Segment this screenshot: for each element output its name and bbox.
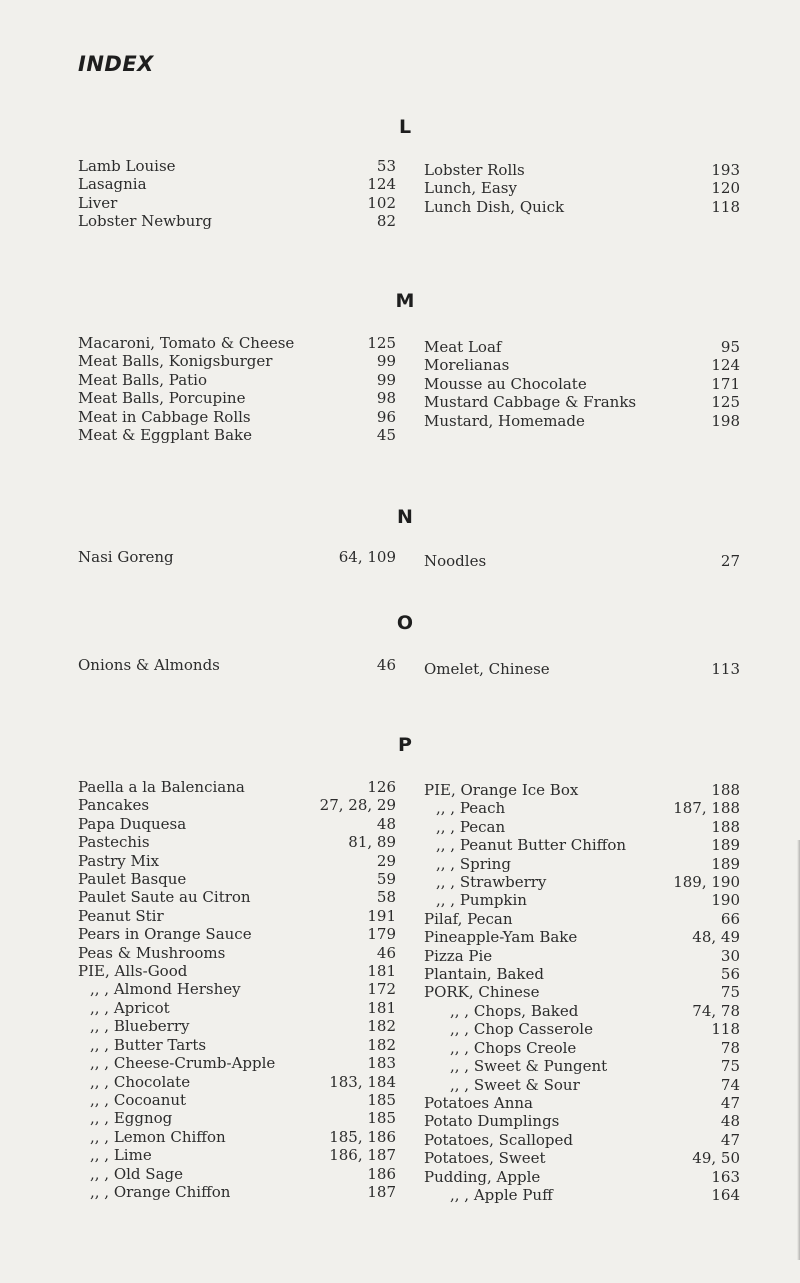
section-letter-m: M — [395, 290, 415, 312]
section-m-right-column — [424, 338, 740, 430]
entry-page: 53 — [376, 157, 396, 175]
index-entry — [78, 833, 396, 851]
entry-name: Nasi Goreng — [78, 548, 174, 566]
entry-name: ,, , Sweet & Sour — [450, 1075, 580, 1094]
entry-name: ,, , Almond Hershey — [90, 980, 241, 999]
section-m-left-column — [78, 334, 396, 444]
entry-page: 47 — [720, 1130, 740, 1149]
index-entry — [424, 552, 740, 570]
entry-name: Onions & Almonds — [78, 656, 220, 674]
entry-name: ,, , Apple Puff — [450, 1185, 553, 1204]
entry-page: 189 — [711, 854, 740, 873]
entry-page: 190 — [711, 891, 740, 910]
section-letter-p: P — [398, 734, 412, 756]
entry-page: 189 — [711, 836, 740, 855]
entry-page: 172 — [367, 980, 396, 999]
entry-page: 120 — [711, 179, 740, 198]
entry-page: 125 — [711, 393, 740, 412]
index-entry — [424, 375, 740, 393]
section-letter-o: O — [396, 612, 414, 634]
entry-page: 163 — [711, 1167, 740, 1186]
entry-name: ,, , Orange Chiffon — [90, 1182, 231, 1201]
entry-name: Meat Loaf — [424, 338, 502, 356]
entry-name: ,, , Pumpkin — [436, 891, 527, 910]
entry-name: ,, , Chops Creole — [450, 1038, 577, 1057]
index-entry — [424, 1020, 740, 1038]
index-entry — [424, 660, 740, 678]
entry-page: 187 — [367, 1182, 396, 1201]
entry-name: ,, , Cocoanut — [90, 1090, 187, 1109]
index-entry — [78, 870, 396, 888]
entry-name: Paella a la Balenciana — [78, 778, 245, 796]
entry-page: 118 — [711, 197, 740, 216]
index-entry — [424, 836, 740, 854]
entry-page: 183 — [367, 1054, 396, 1073]
entry-name: Macaroni, Tomato & Cheese — [78, 334, 295, 352]
index-entry — [78, 1036, 396, 1054]
entry-page: 191 — [367, 906, 396, 925]
entry-page: 27, 28, 29 — [319, 796, 396, 815]
entry-name: PIE, Orange Ice Box — [424, 781, 579, 799]
index-entry — [78, 1165, 396, 1183]
index-entry — [424, 855, 740, 873]
section-o-right-column — [424, 660, 740, 678]
index-entry — [424, 356, 740, 374]
index-entry — [78, 408, 396, 426]
entry-name: Pancakes — [78, 796, 150, 815]
index-entry — [424, 198, 740, 216]
section-n-left-column — [78, 548, 396, 566]
entry-page: 74, 78 — [692, 1001, 740, 1020]
entry-page: 46 — [376, 656, 396, 674]
index-entry — [78, 944, 396, 962]
entry-page: 185, 186 — [329, 1127, 396, 1146]
entry-page: 125 — [367, 334, 396, 352]
entry-name: Potato Dumplings — [424, 1112, 560, 1131]
index-entry — [78, 389, 396, 407]
entry-name: ,, , Sweet & Pungent — [450, 1057, 608, 1076]
index-entry — [78, 1091, 396, 1109]
index-entry — [424, 947, 740, 965]
entry-name: ,, , Peach — [436, 799, 506, 818]
entry-page: 189, 190 — [673, 873, 740, 892]
entry-page: 45 — [376, 426, 396, 445]
entry-page: 48 — [720, 1112, 740, 1131]
entry-page: 118 — [711, 1020, 740, 1039]
entry-page: 188 — [711, 781, 740, 799]
section-l-right-column — [424, 161, 740, 216]
entry-name: ,, , Butter Tarts — [90, 1035, 207, 1054]
entry-name: ,, , Spring — [436, 854, 511, 873]
entry-page: 58 — [376, 888, 396, 907]
entry-page: 124 — [367, 175, 396, 194]
entry-page: 186, 187 — [329, 1146, 396, 1165]
entry-name: Mustard, Homemade — [424, 411, 585, 430]
entry-name: Paulet Saute au Citron — [78, 888, 251, 907]
section-letter-l: L — [398, 116, 412, 138]
entry-page: 75 — [720, 1057, 740, 1076]
index-entry — [424, 1002, 740, 1020]
index-entry — [424, 161, 740, 179]
entry-name: Potatoes, Scalloped — [424, 1130, 573, 1149]
entry-name: Pastry Mix — [78, 851, 160, 870]
section-o-left-column — [78, 656, 396, 674]
entry-name: Lobster Rolls — [424, 161, 525, 179]
entry-page: 66 — [720, 909, 740, 928]
entry-page: 181 — [367, 998, 396, 1017]
entry-name: ,, , Old Sage — [90, 1164, 184, 1183]
entry-page: 183, 184 — [329, 1072, 396, 1091]
entry-name: Meat Balls, Patio — [78, 370, 207, 389]
index-entry — [424, 799, 740, 817]
index-entry — [78, 907, 396, 925]
index-entry — [78, 1183, 396, 1201]
section-p-right-column — [424, 781, 740, 1204]
entry-name: Lunch, Easy — [424, 179, 517, 198]
entry-name: Meat Balls, Porcupine — [78, 389, 246, 408]
entry-page: 78 — [720, 1038, 740, 1057]
entry-name: Lamb Louise — [78, 157, 176, 175]
entry-page: 113 — [711, 660, 740, 678]
index-entry — [78, 999, 396, 1017]
index-entry — [424, 393, 740, 411]
index-entry — [78, 656, 396, 674]
entry-name: Peas & Mushrooms — [78, 943, 226, 962]
index-entry — [424, 873, 740, 891]
index-entry — [424, 1094, 740, 1112]
index-entry — [78, 157, 396, 175]
index-entry — [424, 965, 740, 983]
entry-name: ,, , Chocolate — [90, 1072, 191, 1091]
entry-page: 193 — [711, 161, 740, 179]
entry-page: 56 — [720, 965, 740, 984]
entry-name: ,, , Strawberry — [436, 873, 547, 892]
index-entry — [78, 778, 396, 796]
page-title: INDEX — [78, 52, 154, 76]
index-entry — [78, 371, 396, 389]
entry-page: 188 — [711, 817, 740, 836]
index-entry — [78, 1109, 396, 1127]
entry-name: Pizza Pie — [424, 946, 493, 965]
entry-name: ,, , Lime — [90, 1146, 152, 1165]
entry-name: Mustard Cabbage & Franks — [424, 393, 637, 412]
section-n-right-column — [424, 552, 740, 570]
index-entry — [78, 426, 396, 444]
entry-name: ,, , Lemon Chiffon — [90, 1127, 226, 1146]
entry-page: 48, 49 — [692, 928, 740, 947]
section-letter-n: N — [397, 506, 413, 528]
index-entry — [424, 1039, 740, 1057]
entry-name: Peanut Stir — [78, 906, 164, 925]
index-entry — [78, 1017, 396, 1035]
index-entry — [78, 980, 396, 998]
entry-page: 46 — [376, 943, 396, 962]
index-entry — [424, 1149, 740, 1167]
index-entry — [78, 175, 396, 193]
entry-page: 95 — [720, 338, 740, 356]
index-entry — [78, 334, 396, 352]
entry-page: 75 — [720, 983, 740, 1002]
entry-page: 185 — [367, 1090, 396, 1109]
entry-page: 187, 188 — [673, 799, 740, 818]
entry-name: Lunch Dish, Quick — [424, 197, 565, 216]
index-entry — [78, 796, 396, 814]
entry-name: ,, , Blueberry — [90, 1017, 190, 1036]
entry-page: 81, 89 — [348, 833, 396, 852]
entry-name: Potatoes, Sweet — [424, 1149, 546, 1168]
entry-name: ,, , Chop Casserole — [450, 1020, 593, 1039]
entry-name: Pastechis — [78, 833, 150, 852]
entry-name: ,, , Cheese-Crumb-Apple — [90, 1054, 276, 1073]
index-entry — [424, 818, 740, 836]
entry-page: 126 — [367, 778, 396, 796]
entry-name: PORK, Chinese — [424, 983, 540, 1002]
section-p-left-column — [78, 778, 396, 1201]
index-entry — [424, 1076, 740, 1094]
entry-page: 179 — [367, 925, 396, 944]
entry-page: 98 — [376, 389, 396, 408]
index-entry — [424, 1168, 740, 1186]
entry-name: Pears in Orange Sauce — [78, 925, 252, 944]
index-entry — [78, 852, 396, 870]
entry-page: 96 — [376, 407, 396, 426]
index-entry — [78, 212, 396, 230]
index-entry — [424, 338, 740, 356]
entry-page: 49, 50 — [692, 1149, 740, 1168]
entry-name: Pineapple-Yam Bake — [424, 928, 578, 947]
entry-name: Liver — [78, 193, 118, 212]
entry-name: Plantain, Baked — [424, 965, 544, 984]
entry-page: 47 — [720, 1093, 740, 1112]
index-entry — [424, 1057, 740, 1075]
index-entry — [424, 928, 740, 946]
entry-page: 99 — [376, 352, 396, 371]
index-entry — [78, 1054, 396, 1072]
index-entry — [424, 781, 740, 799]
index-entry — [78, 548, 396, 566]
entry-page: 99 — [376, 370, 396, 389]
entry-name: Lobster Newburg — [78, 212, 213, 231]
index-entry — [78, 1073, 396, 1091]
entry-page: 124 — [711, 356, 740, 375]
index-entry — [424, 179, 740, 197]
section-l-left-column — [78, 157, 396, 231]
entry-page: 171 — [711, 374, 740, 393]
entry-name: Mousse au Chocolate — [424, 374, 587, 393]
entry-name: ,, , Peanut Butter Chiffon — [436, 836, 627, 855]
index-entry — [424, 1131, 740, 1149]
entry-name: ,, , Pecan — [436, 817, 506, 836]
index-entry — [424, 1186, 740, 1204]
entry-page: 30 — [720, 946, 740, 965]
entry-name: Pilaf, Pecan — [424, 909, 513, 928]
index-entry — [424, 910, 740, 928]
entry-name: Lasagnia — [78, 175, 147, 194]
entry-page: 198 — [711, 411, 740, 430]
entry-name: PIE, Alls-Good — [78, 962, 188, 981]
entry-page: 82 — [376, 212, 396, 231]
entry-page: 186 — [367, 1164, 396, 1183]
entry-page: 74 — [720, 1075, 740, 1094]
index-entry — [424, 1112, 740, 1130]
entry-page: 182 — [367, 1017, 396, 1036]
index-entry — [78, 194, 396, 212]
entry-page: 102 — [367, 193, 396, 212]
entry-page: 59 — [376, 870, 396, 889]
index-entry — [424, 891, 740, 909]
index-entry — [78, 352, 396, 370]
entry-name: ,, , Eggnog — [90, 1109, 173, 1128]
index-entry — [78, 888, 396, 906]
entry-name: Meat Balls, Konigsburger — [78, 352, 273, 371]
entry-name: ,, , Chops, Baked — [450, 1001, 579, 1020]
entry-page: 164 — [711, 1185, 740, 1204]
index-entry — [424, 983, 740, 1001]
entry-name: Potatoes Anna — [424, 1093, 533, 1112]
entry-page: 64, 109 — [338, 548, 396, 566]
index-entry — [78, 962, 396, 980]
entry-name: Meat in Cabbage Rolls — [78, 407, 251, 426]
entry-name: Morelianas — [424, 356, 510, 375]
entry-name: Papa Duquesa — [78, 814, 187, 833]
entry-name: Paulet Basque — [78, 870, 187, 889]
index-entry — [78, 1146, 396, 1164]
index-entry — [424, 412, 740, 430]
entry-page: 185 — [367, 1109, 396, 1128]
entry-name: Noodles — [424, 552, 487, 570]
entry-name: Meat & Eggplant Bake — [78, 426, 252, 445]
entry-page: 181 — [367, 962, 396, 981]
entry-name: Pudding, Apple — [424, 1167, 541, 1186]
entry-name: Omelet, Chinese — [424, 660, 550, 678]
index-entry — [78, 1128, 396, 1146]
entry-page: 27 — [720, 552, 740, 570]
index-entry — [78, 815, 396, 833]
entry-page: 29 — [376, 851, 396, 870]
index-entry — [78, 925, 396, 943]
entry-name: ,, , Apricot — [90, 998, 170, 1017]
entry-page: 182 — [367, 1035, 396, 1054]
entry-page: 48 — [376, 814, 396, 833]
